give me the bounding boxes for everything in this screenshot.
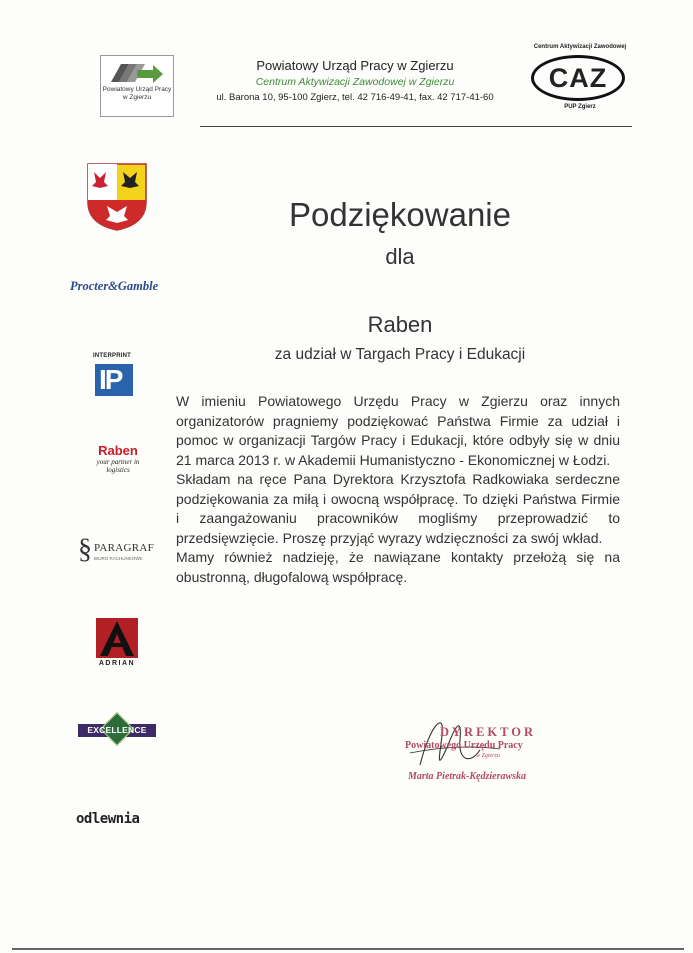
signature-title: DYREKTOR	[440, 725, 537, 739]
interprint-label: INTERPRINT	[93, 353, 131, 359]
excellence-logo	[78, 715, 156, 745]
letter-body	[176, 392, 620, 587]
adrian-logo	[93, 618, 141, 670]
letter-title: Podziękowanie	[289, 196, 511, 233]
odlewnia-name: odlewnia	[76, 811, 140, 827]
signature-name: Marta Pietrak-Kędzierawska	[408, 771, 527, 782]
pup-logo-icon	[109, 60, 165, 86]
signature-office: Powiatowego Urzędu Pracy	[405, 740, 523, 751]
pup-logo	[100, 55, 174, 117]
raben-logo	[88, 443, 148, 474]
adrian-a-icon	[96, 618, 138, 658]
raben-logo-tagline: your partner in logistics	[96, 458, 140, 474]
raben-logo-name: Raben	[98, 443, 138, 458]
procter-gamble-logo: Procter&Gamble	[70, 279, 159, 293]
pup-logo-label: Powiatowy Urząd Pracy w Zgierzu	[102, 86, 172, 101]
occasion-line: za udział w Targach Pracy i Edukacji	[274, 346, 526, 363]
body-paragraph: Składam na ręce Pana Dyrektora Krzysztofa Radkowiaka serdeczne podziękowania za miłą i owocną współpracę. To dzięki Państwa Firmie i zaangażowaniu pracowników mogliśmy przeprowadzić to przedsięwzięcie. Proszę przyjąć wyrazy wdzięczności za swój wkład.	[176, 471, 620, 546]
body-paragraph: Mamy również nadzieję, że nawiązane kontakty przełożą się na obustronną, długofalową współpracę.	[176, 549, 620, 585]
caz-top-label: Centrum Aktywizacji Zawodowej	[533, 44, 627, 50]
interprint-logo	[93, 353, 143, 399]
paragraf-subtitle: BIURO RACHUNKOWE	[94, 556, 143, 561]
paragraf-name: PARAGRAF	[94, 542, 155, 554]
interprint-mark-box	[95, 364, 133, 396]
caz-bottom-label: PUP Zgierz	[564, 104, 596, 110]
body-paragraph: W imieniu Powiatowego Urzędu Pracy w Zgierzu oraz innych organizatorów pragniemy podziękować Państwa Firmie za udział i pomoc w organizacji Targów Pracy i Edukacji, które odbyły się w dniu 21 marca 2013 r. w Akademii Humanistyczno - Ekonomicznej w Łodzi.	[176, 393, 620, 468]
adrian-logo-mark	[96, 618, 138, 658]
centre-name: Centrum Aktywizacji Zawodowej w Zgierzu	[255, 76, 455, 88]
caz-mark: CAZ	[548, 63, 608, 93]
header-divider	[200, 126, 632, 127]
bottom-edge-line	[12, 948, 684, 950]
signature-stamp	[400, 705, 580, 795]
org-name: Powiatowy Urząd Pracy w Zgierzu	[256, 58, 454, 73]
signature-place: w Zgierzu	[476, 753, 500, 759]
interprint-mark: IP	[99, 364, 122, 395]
county-crest-icon	[86, 162, 148, 232]
paragraf-symbol: §	[78, 534, 92, 565]
odlewnia-logo	[76, 810, 166, 834]
letter-for: dla	[385, 244, 415, 269]
letterhead	[195, 58, 515, 103]
recipient-company: Raben	[367, 312, 433, 337]
adrian-name: ADRIAN	[98, 660, 136, 667]
org-address: ul. Barona 10, 95-100 Zgierz, tel. 42 716-49-41, fax. 42 717-41-60	[216, 92, 494, 103]
paragraf-logo	[78, 534, 158, 568]
caz-logo	[531, 55, 625, 101]
excellence-name: EXCELLENCE	[87, 725, 147, 735]
